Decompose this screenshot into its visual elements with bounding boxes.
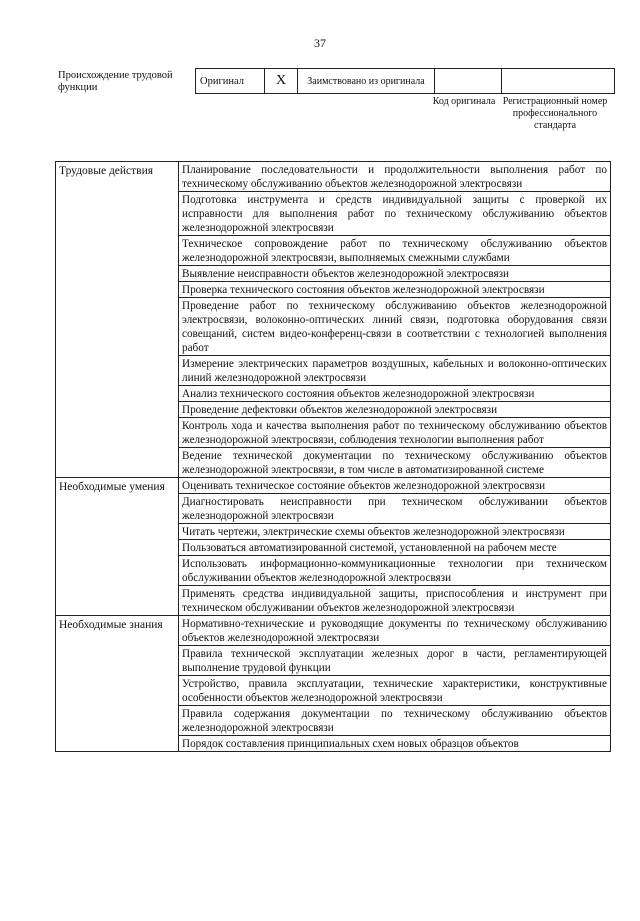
table-row — [56, 162, 611, 192]
section-item: Диагностировать неисправности при техническом обслуживании объектов железнодорожной электросвязи — [179, 494, 611, 524]
section-item: Использовать информационно-коммуникационные технологии при техническом обслуживании объектов железнодорожной электросвязи — [179, 556, 611, 586]
section-item: Порядок составления принципиальных схем новых образцов объектов — [179, 736, 611, 752]
original-cell: Оригинал — [196, 69, 265, 94]
section-item: Проверка технического состояния объектов железнодорожной электросвязи — [179, 282, 611, 298]
section-item: Оценивать техническое состояние объектов железнодорожной электросвязи — [179, 478, 611, 494]
section-title: Необходимые знания — [56, 616, 179, 752]
reg-caption: Регистрационный номер профессионального стандарта — [502, 96, 608, 131]
section-item: Подготовка инструмента и средств индивидуальной защиты с проверкой их исправности для выполнения работ по техническому обслуживанию объектов железнодорожной электросвязи — [179, 192, 611, 236]
table-row — [56, 478, 611, 494]
section-title: Трудовые действия — [56, 162, 179, 478]
section-item: Устройство, правила эксплуатации, технические характеристики, конструктивные особенности объектов железнодорожной электросвязи — [179, 676, 611, 706]
original-mark: X — [265, 69, 298, 94]
page-number: 37 — [314, 36, 326, 50]
section-item: Контроль хода и качества выполнения работ по техническому обслуживанию объектов железнодорожной электросвязи, соблюдения технологии выполнения работ — [179, 418, 611, 448]
borrowed-cell: Заимствовано из оригинала — [298, 69, 435, 94]
page-bottom-margin — [0, 856, 640, 921]
section-title: Необходимые умения — [56, 478, 179, 616]
section-item: Правила содержания документации по техническому обслуживанию объектов железнодорожной электросвязи — [179, 706, 611, 736]
section-item: Пользоваться автоматизированной системой, установленной на рабочем месте — [179, 540, 611, 556]
table-row — [56, 616, 611, 646]
section-item: Планирование последовательности и продолжительности выполнения работ по техническому обслуживанию объектов железнодорожной электросвязи — [179, 162, 611, 192]
section-item: Ведение технической документации по техническому обслуживанию объектов железнодорожной электросвязи, в том числе в автоматизированной системе — [179, 448, 611, 478]
reg-number-cell — [502, 69, 615, 94]
code-cell — [435, 69, 502, 94]
section-item: Применять средства индивидуальной защиты, приспособления и инструмент при техническом обслуживании объектов железнодорожной электросвязи — [179, 586, 611, 616]
code-caption: Код оригинала — [432, 96, 496, 107]
section-item: Выявление неисправности объектов железнодорожной электросвязи — [179, 266, 611, 282]
section-item: Правила технической эксплуатации железных дорог в части, регламентирующей выполнение трудовой функции — [179, 646, 611, 676]
section-item: Измерение электрических параметров воздушных, кабельных и волоконно-оптических линий железнодорожной электросвязи — [179, 356, 611, 386]
section-item: Нормативно-технические и руководящие документы по техническому обслуживанию объектов железнодорожной электросвязи — [179, 616, 611, 646]
section-item: Читать чертежи, электрические схемы объектов железнодорожной электросвязи — [179, 524, 611, 540]
function-table — [55, 161, 611, 752]
section-item: Проведение работ по техническому обслуживанию объектов железнодорожной электросвязи, волоконно-оптических линий связи, подготовка оборудования связи совещаний, систем видео-конференц-связи в соответствии с технологией выполнения работ — [179, 298, 611, 356]
section-item: Анализ технического состояния объектов железнодорожной электросвязи — [179, 386, 611, 402]
section-item: Проведение дефектовки объектов железнодорожной электросвязи — [179, 402, 611, 418]
section-item: Техническое сопровождение работ по техническому обслуживанию объектов железнодорожной электросвязи, выполняемых смежными службами — [179, 236, 611, 266]
origin-table — [195, 68, 615, 94]
origin-label: Происхождение трудовой функции — [58, 70, 173, 93]
